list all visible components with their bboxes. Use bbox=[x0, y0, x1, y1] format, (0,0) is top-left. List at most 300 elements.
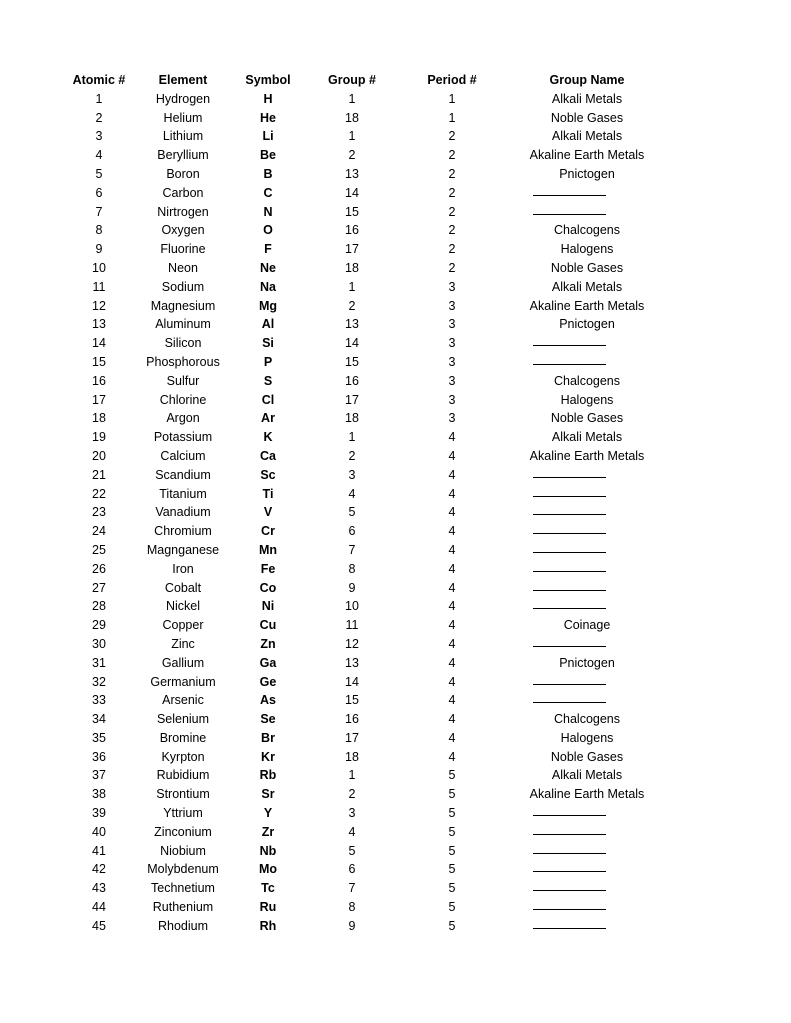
element-name-cell: Scandium bbox=[155, 467, 211, 482]
symbol-cell: Ti bbox=[262, 486, 274, 501]
atomic-number-cell: 9 bbox=[95, 242, 103, 257]
period-number-cell: 4 bbox=[448, 693, 456, 708]
table-row bbox=[0, 597, 791, 616]
blank-answer-line bbox=[533, 364, 606, 365]
period-number-cell: 3 bbox=[448, 373, 456, 388]
period-number-cell: 4 bbox=[448, 486, 456, 501]
element-name-cell: Bromine bbox=[159, 730, 207, 745]
blank-answer-line bbox=[533, 853, 606, 854]
header-element: Element bbox=[158, 73, 208, 87]
element-name-cell: Chlorine bbox=[159, 392, 207, 407]
symbol-cell: Na bbox=[260, 279, 276, 294]
table-row bbox=[0, 691, 791, 710]
symbol-cell: K bbox=[263, 430, 273, 445]
table-row bbox=[0, 485, 791, 504]
element-name-cell: Argon bbox=[166, 411, 200, 426]
blank-answer-line bbox=[533, 646, 606, 647]
atomic-number-cell: 22 bbox=[92, 486, 106, 501]
table-row bbox=[0, 522, 791, 541]
symbol-cell: Br bbox=[261, 730, 275, 745]
atomic-number-cell: 31 bbox=[92, 655, 106, 670]
symbol-cell: Mn bbox=[258, 542, 278, 557]
element-name-cell: Nickel bbox=[165, 599, 201, 614]
atomic-number-cell: 12 bbox=[92, 298, 106, 313]
atomic-number-cell: 23 bbox=[92, 505, 106, 520]
period-number-cell: 4 bbox=[448, 712, 456, 727]
blank-answer-line bbox=[533, 608, 606, 609]
period-number-cell: 4 bbox=[448, 618, 456, 633]
atomic-number-cell: 3 bbox=[95, 129, 103, 144]
atomic-number-cell: 29 bbox=[92, 618, 106, 633]
group-number-cell: 14 bbox=[345, 185, 359, 200]
atomic-number-cell: 34 bbox=[92, 712, 106, 727]
group-number-cell: 2 bbox=[348, 148, 356, 163]
period-number-cell: 3 bbox=[448, 336, 456, 351]
table-row bbox=[0, 804, 791, 823]
period-number-cell: 4 bbox=[448, 561, 456, 576]
atomic-number-cell: 18 bbox=[92, 411, 106, 426]
symbol-cell: Cr bbox=[261, 524, 275, 539]
atomic-number-cell: 10 bbox=[92, 260, 106, 275]
header-atomic-number: Atomic # bbox=[72, 73, 126, 87]
element-name-cell: Potassium bbox=[153, 430, 213, 445]
table-row bbox=[0, 391, 791, 410]
symbol-cell: Si bbox=[262, 336, 274, 351]
atomic-number-cell: 45 bbox=[92, 918, 106, 933]
group-number-cell: 12 bbox=[345, 636, 359, 651]
symbol-cell: Cu bbox=[259, 618, 277, 633]
atomic-number-cell: 21 bbox=[92, 467, 106, 482]
group-number-cell: 1 bbox=[348, 430, 356, 445]
atomic-number-cell: 27 bbox=[92, 580, 106, 595]
atomic-number-cell: 26 bbox=[92, 561, 106, 576]
group-name-cell: Pnictogen bbox=[559, 655, 615, 670]
group-number-cell: 15 bbox=[345, 204, 359, 219]
group-name-cell: Noble Gases bbox=[550, 110, 624, 125]
period-number-cell: 5 bbox=[448, 918, 456, 933]
atomic-number-cell: 39 bbox=[92, 806, 106, 821]
group-number-cell: 7 bbox=[348, 881, 356, 896]
group-number-cell: 5 bbox=[348, 843, 356, 858]
atomic-number-cell: 32 bbox=[92, 674, 106, 689]
header-symbol: Symbol bbox=[245, 73, 291, 87]
period-number-cell: 2 bbox=[448, 223, 456, 238]
group-name-cell: Noble Gases bbox=[550, 411, 624, 426]
period-number-cell: 1 bbox=[448, 110, 456, 125]
table-row bbox=[0, 898, 791, 917]
period-number-cell: 4 bbox=[448, 655, 456, 670]
group-number-cell: 1 bbox=[348, 768, 356, 783]
group-number-cell: 9 bbox=[348, 918, 356, 933]
period-number-cell: 3 bbox=[448, 354, 456, 369]
atomic-number-cell: 25 bbox=[92, 542, 106, 557]
table-row bbox=[0, 616, 791, 635]
element-name-cell: Niobium bbox=[160, 843, 206, 858]
table-row bbox=[0, 785, 791, 804]
table-row bbox=[0, 203, 791, 222]
period-number-cell: 2 bbox=[448, 129, 456, 144]
period-number-cell: 4 bbox=[448, 674, 456, 689]
symbol-cell: Tc bbox=[261, 881, 275, 896]
table-row bbox=[0, 146, 791, 165]
atomic-number-cell: 36 bbox=[92, 749, 106, 764]
symbol-cell: O bbox=[263, 223, 273, 238]
table-header bbox=[0, 71, 791, 90]
blank-answer-line bbox=[533, 834, 606, 835]
element-name-cell: Carbon bbox=[162, 185, 204, 200]
group-name-cell: Alkali Metals bbox=[551, 279, 623, 294]
table-row bbox=[0, 221, 791, 240]
blank-answer-line bbox=[533, 552, 606, 553]
group-number-cell: 18 bbox=[345, 749, 359, 764]
symbol-cell: V bbox=[263, 505, 273, 520]
element-name-cell: Copper bbox=[162, 618, 204, 633]
table-row bbox=[0, 278, 791, 297]
symbol-cell: Ca bbox=[260, 448, 276, 463]
symbol-cell: Al bbox=[261, 317, 275, 332]
element-name-cell: Lithium bbox=[162, 129, 204, 144]
symbol-cell: Mo bbox=[258, 862, 278, 877]
element-name-cell: Strontium bbox=[156, 787, 210, 802]
atomic-number-cell: 38 bbox=[92, 787, 106, 802]
element-name-cell: Beryllium bbox=[157, 148, 209, 163]
atomic-number-cell: 11 bbox=[92, 279, 106, 294]
symbol-cell: Ge bbox=[259, 674, 277, 689]
atomic-number-cell: 30 bbox=[92, 636, 106, 651]
group-number-cell: 10 bbox=[345, 599, 359, 614]
group-number-cell: 15 bbox=[345, 693, 359, 708]
period-number-cell: 4 bbox=[448, 599, 456, 614]
group-number-cell: 17 bbox=[345, 242, 359, 257]
symbol-cell: F bbox=[264, 242, 272, 257]
group-number-cell: 14 bbox=[345, 336, 359, 351]
symbol-cell: Zr bbox=[261, 824, 275, 839]
element-name-cell: Magnganese bbox=[146, 542, 220, 557]
period-number-cell: 5 bbox=[448, 900, 456, 915]
atomic-number-cell: 37 bbox=[92, 768, 106, 783]
blank-answer-line bbox=[533, 345, 606, 346]
blank-answer-line bbox=[533, 514, 606, 515]
period-number-cell: 4 bbox=[448, 524, 456, 539]
table-row bbox=[0, 259, 791, 278]
period-number-cell: 5 bbox=[448, 787, 456, 802]
period-number-cell: 2 bbox=[448, 148, 456, 163]
group-number-cell: 16 bbox=[345, 712, 359, 727]
period-number-cell: 2 bbox=[448, 185, 456, 200]
period-number-cell: 4 bbox=[448, 542, 456, 557]
header-period-number: Period # bbox=[427, 73, 477, 87]
group-number-cell: 13 bbox=[345, 166, 359, 181]
table-row bbox=[0, 184, 791, 203]
table-row bbox=[0, 165, 791, 184]
group-name-cell: Akaline Earth Metals bbox=[529, 148, 645, 163]
atomic-number-cell: 19 bbox=[92, 430, 106, 445]
symbol-cell: Sc bbox=[260, 467, 276, 482]
symbol-cell: S bbox=[263, 373, 273, 388]
period-number-cell: 5 bbox=[448, 824, 456, 839]
element-name-cell: Boron bbox=[166, 166, 200, 181]
table-body bbox=[0, 90, 791, 936]
atomic-number-cell: 16 bbox=[92, 373, 106, 388]
symbol-cell: Zn bbox=[260, 636, 276, 651]
group-number-cell: 16 bbox=[345, 223, 359, 238]
atomic-number-cell: 14 bbox=[92, 336, 106, 351]
atomic-number-cell: 1 bbox=[95, 91, 103, 106]
period-number-cell: 1 bbox=[448, 91, 456, 106]
group-number-cell: 9 bbox=[348, 580, 356, 595]
element-name-cell: Magnesium bbox=[150, 298, 216, 313]
blank-answer-line bbox=[533, 195, 606, 196]
group-name-cell: Alkali Metals bbox=[551, 430, 623, 445]
atomic-number-cell: 28 bbox=[92, 599, 106, 614]
element-name-cell: Germanium bbox=[150, 674, 216, 689]
group-number-cell: 18 bbox=[345, 260, 359, 275]
table-row bbox=[0, 297, 791, 316]
table-row bbox=[0, 879, 791, 898]
group-name-cell: Akaline Earth Metals bbox=[529, 448, 645, 463]
table-row bbox=[0, 729, 791, 748]
table-row bbox=[0, 635, 791, 654]
element-name-cell: Silicon bbox=[164, 336, 202, 351]
blank-answer-line bbox=[533, 477, 606, 478]
atomic-number-cell: 33 bbox=[92, 693, 106, 708]
element-name-cell: Phosphorous bbox=[146, 354, 220, 369]
element-name-cell: Sodium bbox=[161, 279, 205, 294]
period-number-cell: 4 bbox=[448, 430, 456, 445]
group-name-cell: Halogens bbox=[560, 730, 614, 745]
group-name-cell: Halogens bbox=[560, 242, 614, 257]
blank-answer-line bbox=[533, 571, 606, 572]
period-number-cell: 5 bbox=[448, 881, 456, 896]
blank-answer-line bbox=[533, 890, 606, 891]
group-name-cell: Chalcogens bbox=[553, 223, 620, 238]
symbol-cell: Cl bbox=[261, 392, 275, 407]
group-number-cell: 3 bbox=[348, 806, 356, 821]
symbol-cell: Ni bbox=[261, 599, 275, 614]
atomic-number-cell: 20 bbox=[92, 448, 106, 463]
symbol-cell: Co bbox=[259, 580, 277, 595]
element-name-cell: Neon bbox=[168, 260, 198, 275]
period-number-cell: 3 bbox=[448, 298, 456, 313]
table-row bbox=[0, 409, 791, 428]
group-number-cell: 1 bbox=[348, 279, 356, 294]
period-number-cell: 5 bbox=[448, 843, 456, 858]
element-name-cell: Molybdenum bbox=[147, 862, 219, 877]
element-name-cell: Hydrogen bbox=[155, 91, 211, 106]
group-number-cell: 16 bbox=[345, 373, 359, 388]
symbol-cell: Sr bbox=[261, 787, 275, 802]
element-name-cell: Helium bbox=[163, 110, 203, 125]
element-name-cell: Rhodium bbox=[157, 918, 209, 933]
group-number-cell: 8 bbox=[348, 561, 356, 576]
period-number-cell: 4 bbox=[448, 448, 456, 463]
element-name-cell: Aluminum bbox=[155, 317, 211, 332]
table-row bbox=[0, 541, 791, 560]
element-name-cell: Sulfur bbox=[166, 373, 200, 388]
symbol-cell: P bbox=[263, 354, 273, 369]
atomic-number-cell: 4 bbox=[95, 148, 103, 163]
group-name-cell: Pnictogen bbox=[559, 166, 615, 181]
table-row bbox=[0, 766, 791, 785]
symbol-cell: Ne bbox=[260, 260, 276, 275]
group-number-cell: 6 bbox=[348, 524, 356, 539]
table-row bbox=[0, 560, 791, 579]
table-row bbox=[0, 109, 791, 128]
period-number-cell: 2 bbox=[448, 242, 456, 257]
group-number-cell: 2 bbox=[348, 298, 356, 313]
atomic-number-cell: 42 bbox=[92, 862, 106, 877]
blank-answer-line bbox=[533, 684, 606, 685]
period-number-cell: 2 bbox=[448, 204, 456, 219]
atomic-number-cell: 24 bbox=[92, 524, 106, 539]
symbol-cell: Li bbox=[262, 129, 274, 144]
blank-answer-line bbox=[533, 871, 606, 872]
symbol-cell: Ga bbox=[259, 655, 277, 670]
group-number-cell: 3 bbox=[348, 467, 356, 482]
group-number-cell: 4 bbox=[348, 824, 356, 839]
table-row bbox=[0, 334, 791, 353]
element-name-cell: Kyrpton bbox=[161, 749, 205, 764]
period-number-cell: 3 bbox=[448, 411, 456, 426]
group-name-cell: Alkali Metals bbox=[551, 91, 623, 106]
atomic-number-cell: 41 bbox=[92, 843, 106, 858]
group-number-cell: 17 bbox=[345, 392, 359, 407]
period-number-cell: 2 bbox=[448, 166, 456, 181]
group-number-cell: 2 bbox=[348, 448, 356, 463]
blank-answer-line bbox=[533, 590, 606, 591]
symbol-cell: He bbox=[260, 110, 276, 125]
atomic-number-cell: 15 bbox=[92, 354, 106, 369]
table-row bbox=[0, 127, 791, 146]
blank-answer-line bbox=[533, 815, 606, 816]
group-name-cell: Akaline Earth Metals bbox=[529, 298, 645, 313]
blank-answer-line bbox=[533, 533, 606, 534]
group-name-cell: Noble Gases bbox=[550, 749, 624, 764]
symbol-cell: H bbox=[263, 91, 273, 106]
symbol-cell: N bbox=[263, 204, 273, 219]
group-number-cell: 2 bbox=[348, 787, 356, 802]
table-row bbox=[0, 842, 791, 861]
symbol-cell: Rb bbox=[259, 768, 277, 783]
period-number-cell: 4 bbox=[448, 467, 456, 482]
atomic-number-cell: 43 bbox=[92, 881, 106, 896]
period-number-cell: 5 bbox=[448, 862, 456, 877]
symbol-cell: B bbox=[263, 166, 273, 181]
element-name-cell: Ruthenium bbox=[152, 900, 214, 915]
symbol-cell: Ru bbox=[259, 900, 277, 915]
table-row bbox=[0, 673, 791, 692]
symbol-cell: C bbox=[263, 185, 273, 200]
group-number-cell: 6 bbox=[348, 862, 356, 877]
period-number-cell: 4 bbox=[448, 730, 456, 745]
table-row bbox=[0, 860, 791, 879]
symbol-cell: Rh bbox=[259, 918, 277, 933]
blank-answer-line bbox=[533, 702, 606, 703]
group-number-cell: 4 bbox=[348, 486, 356, 501]
element-name-cell: Zinconium bbox=[154, 824, 212, 839]
element-name-cell: Fluorine bbox=[160, 242, 206, 257]
table-row bbox=[0, 315, 791, 334]
element-name-cell: Zinc bbox=[171, 636, 195, 651]
group-number-cell: 1 bbox=[348, 129, 356, 144]
symbol-cell: Fe bbox=[260, 561, 276, 576]
group-name-cell: Alkali Metals bbox=[551, 768, 623, 783]
blank-answer-line bbox=[533, 928, 606, 929]
group-name-cell: Pnictogen bbox=[559, 317, 615, 332]
element-name-cell: Calcium bbox=[160, 448, 206, 463]
symbol-cell: Y bbox=[263, 806, 273, 821]
atomic-number-cell: 17 bbox=[92, 392, 106, 407]
group-number-cell: 11 bbox=[345, 618, 359, 633]
element-name-cell: Oxygen bbox=[161, 223, 205, 238]
symbol-cell: Nb bbox=[259, 843, 277, 858]
atomic-number-cell: 6 bbox=[95, 185, 103, 200]
symbol-cell: Ar bbox=[261, 411, 275, 426]
group-number-cell: 13 bbox=[345, 317, 359, 332]
table-row bbox=[0, 748, 791, 767]
group-number-cell: 5 bbox=[348, 505, 356, 520]
group-number-cell: 7 bbox=[348, 542, 356, 557]
table-row bbox=[0, 372, 791, 391]
table-row bbox=[0, 917, 791, 936]
table-row bbox=[0, 240, 791, 259]
group-number-cell: 17 bbox=[345, 730, 359, 745]
period-number-cell: 3 bbox=[448, 392, 456, 407]
table-row bbox=[0, 710, 791, 729]
symbol-cell: Be bbox=[260, 148, 276, 163]
atomic-number-cell: 2 bbox=[95, 110, 103, 125]
period-number-cell: 5 bbox=[448, 806, 456, 821]
table-row bbox=[0, 503, 791, 522]
atomic-number-cell: 5 bbox=[95, 166, 103, 181]
atomic-number-cell: 40 bbox=[92, 824, 106, 839]
element-name-cell: Nirtrogen bbox=[157, 204, 209, 219]
group-name-cell: Alkali Metals bbox=[551, 129, 623, 144]
symbol-cell: Kr bbox=[261, 749, 275, 764]
element-name-cell: Titanium bbox=[159, 486, 207, 501]
table-row bbox=[0, 428, 791, 447]
header-group-name: Group Name bbox=[549, 73, 625, 87]
group-name-cell: Noble Gases bbox=[550, 260, 624, 275]
period-number-cell: 3 bbox=[448, 279, 456, 294]
group-number-cell: 1 bbox=[348, 91, 356, 106]
symbol-cell: As bbox=[260, 693, 276, 708]
element-name-cell: Chromium bbox=[154, 524, 212, 539]
period-number-cell: 5 bbox=[448, 768, 456, 783]
group-number-cell: 18 bbox=[345, 411, 359, 426]
symbol-cell: Se bbox=[260, 712, 276, 727]
element-name-cell: Selenium bbox=[156, 712, 210, 727]
group-name-cell: Akaline Earth Metals bbox=[529, 787, 645, 802]
atomic-number-cell: 35 bbox=[92, 730, 106, 745]
table-row bbox=[0, 353, 791, 372]
period-number-cell: 4 bbox=[448, 580, 456, 595]
group-number-cell: 8 bbox=[348, 900, 356, 915]
element-name-cell: Gallium bbox=[161, 655, 205, 670]
symbol-cell: Mg bbox=[258, 298, 278, 313]
table-row bbox=[0, 90, 791, 109]
blank-answer-line bbox=[533, 214, 606, 215]
table-row bbox=[0, 654, 791, 673]
elements-table bbox=[0, 71, 791, 936]
group-number-cell: 13 bbox=[345, 655, 359, 670]
element-name-cell: Arsenic bbox=[162, 693, 204, 708]
period-number-cell: 3 bbox=[448, 317, 456, 332]
group-number-cell: 15 bbox=[345, 354, 359, 369]
group-name-cell: Halogens bbox=[560, 392, 614, 407]
blank-answer-line bbox=[533, 909, 606, 910]
group-number-cell: 18 bbox=[345, 110, 359, 125]
